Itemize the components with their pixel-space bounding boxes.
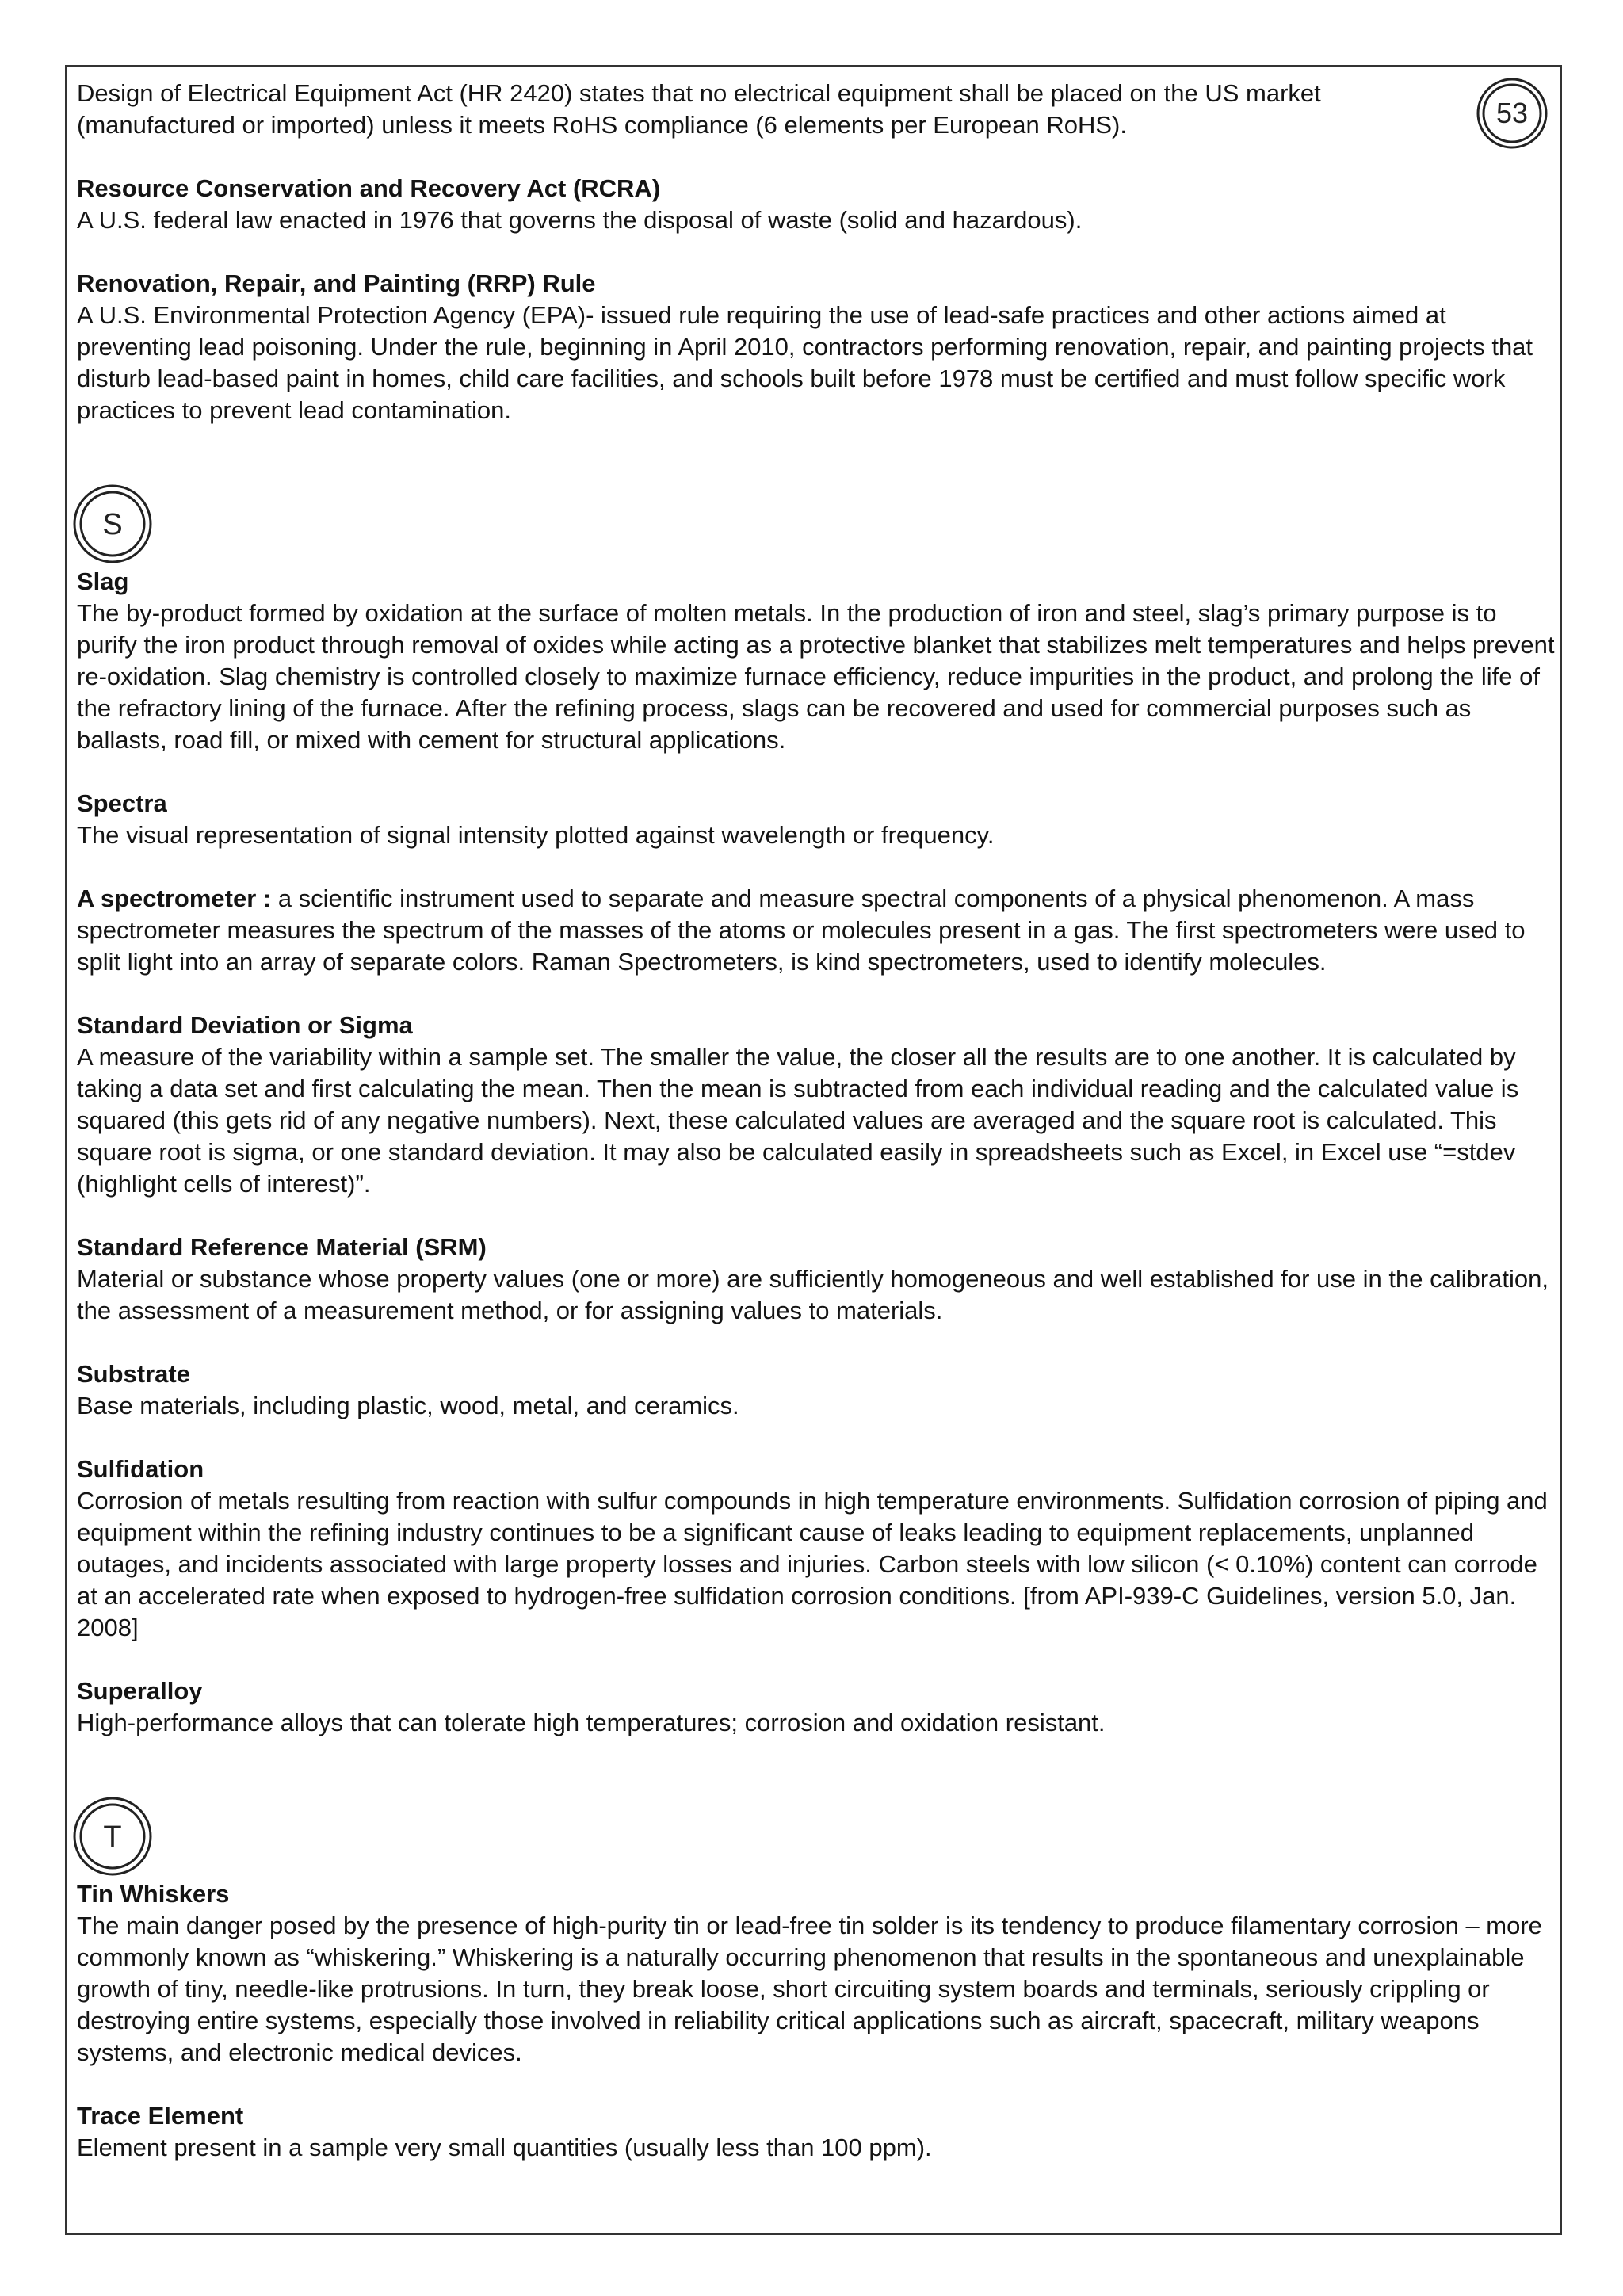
entry-rrp-rule: [77, 268, 1559, 426]
entry-definition: High-performance alloys that can tolerate high temperatures; corrosion and oxidation resistant.: [77, 1709, 1106, 1736]
entry-trace-element: [77, 2100, 1559, 2164]
entry-definition: A U.S. federal law enacted in 1976 that governs the disposal of waste (solid and hazardous).: [77, 206, 1083, 234]
entry-term: Superalloy: [77, 1677, 203, 1705]
entry-term: Resource Conservation and Recovery Act (RCRA): [77, 174, 661, 202]
entry-rcra: [77, 173, 1559, 236]
section-letter-t-badge: [72, 1796, 153, 1877]
entry-term: Sulfidation: [77, 1455, 204, 1483]
glossary-content: [77, 78, 1559, 2164]
entry-term: Renovation, Repair, and Painting (RRP) Rule: [77, 269, 596, 297]
entry-term: Tin Whiskers: [77, 1880, 230, 1908]
entry-definition: Element present in a sample very small quantities (usually less than 100 ppm).: [77, 2134, 932, 2161]
entry-definition: The by-product formed by oxidation at the surface of molten metals. In the production of iron and steel, slag’s primary purpose is to purify the iron product through removal of oxides while acting as a protective blanket that stabilizes melt temperatures and helps prevent re-oxidation. Slag chemistry is controlled closely to maximize furnace efficiency, reduce impurities in the product, and prolong the life of the refractory lining of the furnace. After the refining process, slags can be recovered and used for commercial purposes such as ballasts, road fill, or mixed with cement for structural applications.: [77, 599, 1555, 754]
entry-paragraph: [77, 883, 1559, 978]
section-letter-s-badge: [72, 483, 153, 564]
entry-spectra: [77, 788, 1559, 851]
entry-definition: The main danger posed by the presence of high-purity tin or lead-free tin solder is its tendency to produce filamentary corrosion – more commonly known as “whiskering.” Whiskering is a naturally occurring phenomenon that results in the spontaneous and unexplainable growth of tiny, needle-like protrusions. In turn, they break loose, short circuiting system boards and terminals, seriously crippling or destroying entire systems, especially those involved in reliability critical applications such as aircraft, spacecraft, military weapons systems, and electronic medical devices.: [77, 1912, 1542, 2066]
intro-paragraph: Design of Electrical Equipment Act (HR 2420) states that no electrical equipment shall be placed on the US market (manufactured or imported) unless it meets RoHS compliance (6 elements per European RoHS).: [77, 79, 1321, 139]
section-letter: S: [102, 508, 123, 541]
entry-srm: [77, 1232, 1559, 1327]
entry-tin-whiskers: [77, 1878, 1559, 2069]
page-number: 53: [1495, 97, 1529, 129]
entry-definition: A measure of the variability within a sample set. The smaller the value, the closer all the results are to one another. It is calculated by taking a data set and first calculating the mean. Then the mean is subtracted from each individual reading and the calculated value is squared (this gets rid of any negative numbers). Next, these calculated values are averaged and the square root is calculated. This square root is sigma, or one standard deviation. It may also be calculated easily in spreadsheets such as Excel, in Excel use “=stdev (highlight cells of interest)”.: [77, 1043, 1519, 1198]
entry-standard-deviation: [77, 1010, 1559, 1200]
entry-term: Standard Reference Material (SRM): [77, 1233, 487, 1261]
entry-term: Slag: [77, 567, 129, 595]
entry-definition: a scientific instrument used to separate and measure spectral components of a physical phenomenon. A mass spectrometer measures the spectrum of the masses of the atoms or molecules present in a gas. The first spectrometers were used to split light into an array of separate colors. Raman Spectrometers, is kind spectrometers, used to identify molecules.: [77, 884, 1526, 976]
entry-definition: Material or substance whose property values (one or more) are sufficiently homogeneous and well established for use in the calibration, the assessment of a measurement method, or for assigning values to materials.: [77, 1265, 1549, 1324]
entry-term: A spectrometer :: [77, 884, 272, 912]
entry-definition: Corrosion of metals resulting from reaction with sulfur compounds in high temperature environments. Sulfidation corrosion of piping and equipment within the refining industry continues to be a significant cause of leaks leading to equipment replacements, unplanned outages, and incidents associated with large property losses and injuries. Carbon steels with low silicon (< 0.10%) content can corrode at an accelerated rate when exposed to hydrogen-free sulfidation corrosion conditions. [from API-939-C Guidelines, version 5.0, Jan. 2008]: [77, 1487, 1548, 1641]
entry-term: Spectra: [77, 789, 167, 817]
entry-term: Substrate: [77, 1360, 190, 1388]
entry-substrate: [77, 1358, 1559, 1422]
section-letter: T: [103, 1820, 122, 1854]
entry-definition: Base materials, including plastic, wood, metal, and ceramics.: [77, 1392, 739, 1419]
entry-term: Trace Element: [77, 2102, 244, 2130]
entry-definition: The visual representation of signal intensity plotted against wavelength or frequency.: [77, 821, 995, 849]
entry-definition: A U.S. Environmental Protection Agency (EPA)- issued rule requiring the use of lead-safe practices and other actions aimed at preventing lead poisoning. Under the rule, beginning in April 2010, contractors performing renovation, repair, and painting projects that disturb lead-based paint in homes, child care facilities, and schools built before 1978 must be certified and must follow specific work practices to prevent lead contamination.: [77, 301, 1533, 424]
entry-term: Standard Deviation or Sigma: [77, 1011, 413, 1039]
entry-sulfidation: [77, 1454, 1559, 1644]
entry-superalloy: [77, 1675, 1559, 1739]
entry-spectrometer: [77, 883, 1559, 978]
entry-slag: [77, 566, 1559, 756]
